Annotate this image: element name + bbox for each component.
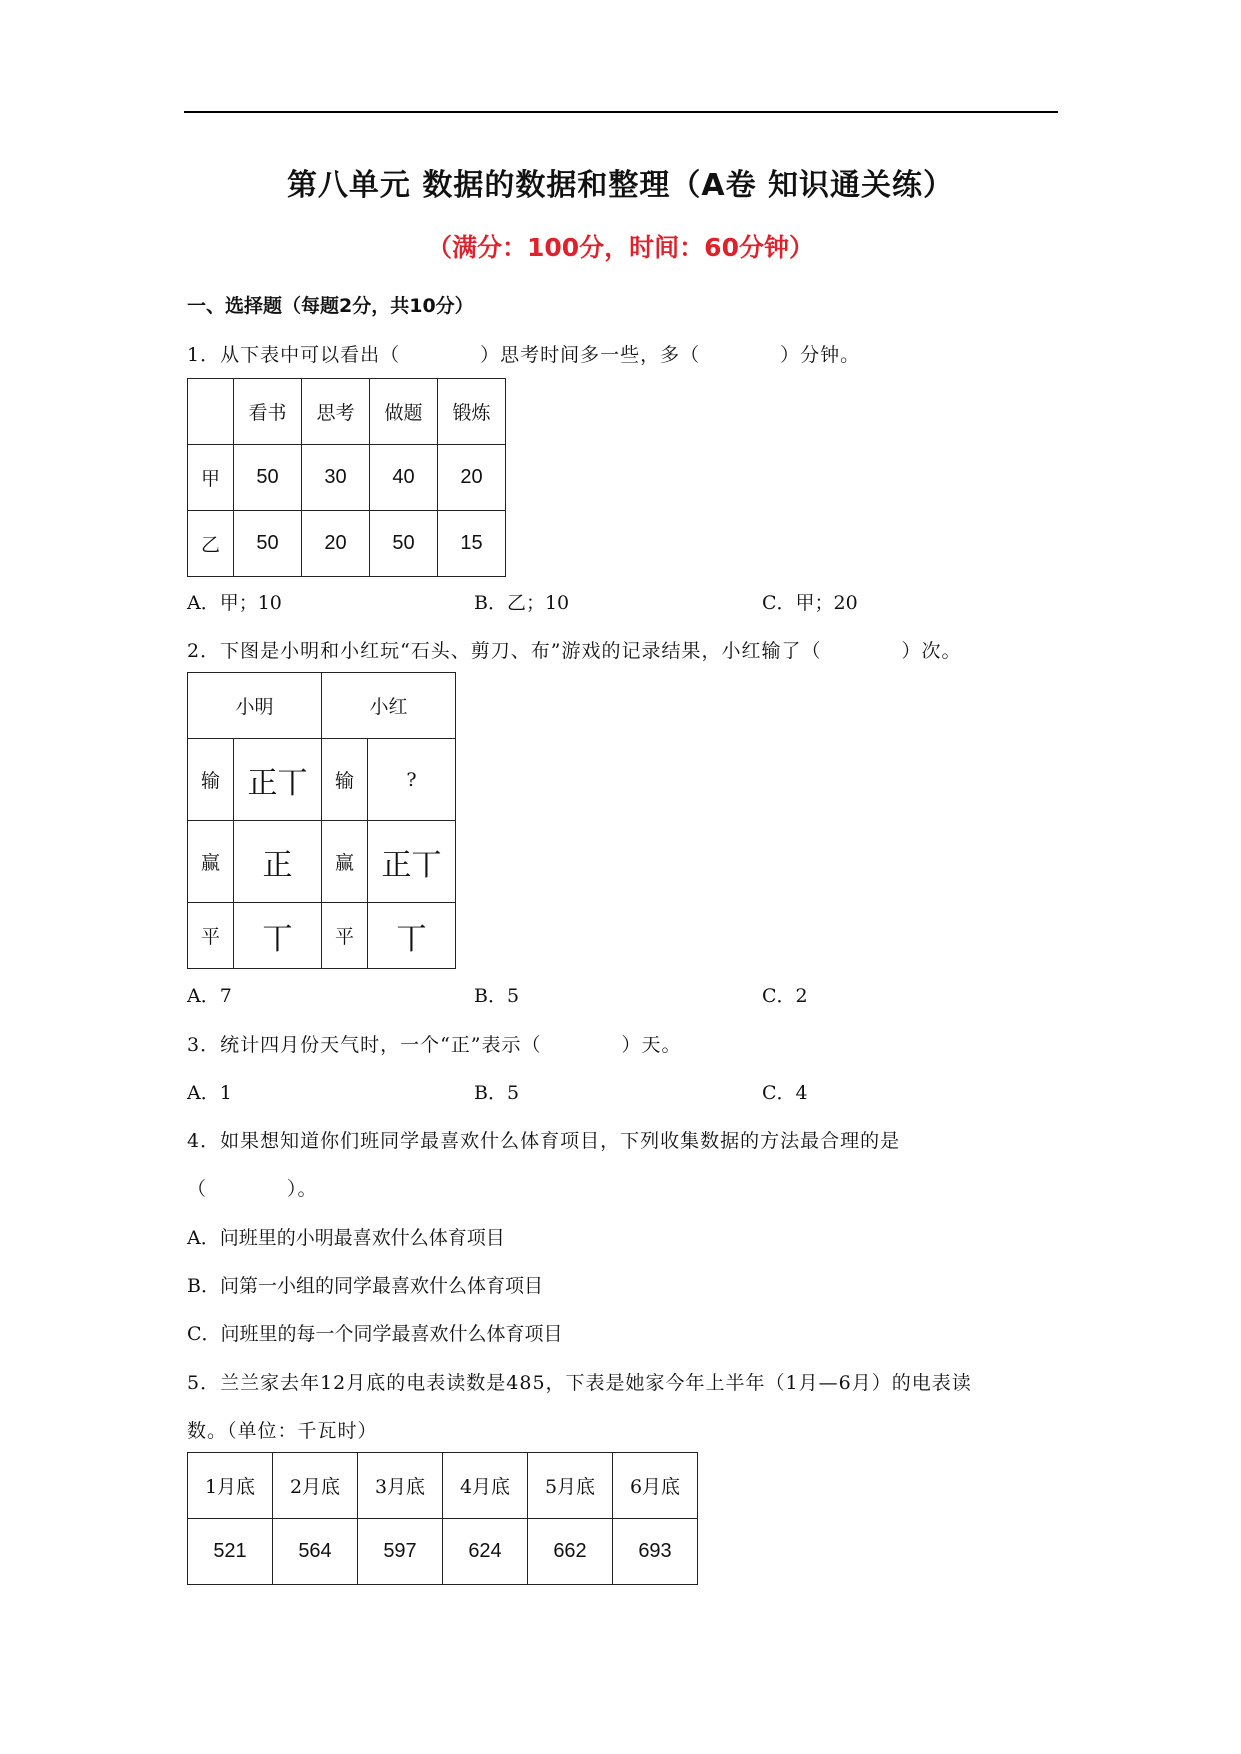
question-5-unit: 数。（单位：千瓦时） [187,1420,378,1442]
question-4-text: 4．如果想知道你们班同学最喜欢什么体育项目，下列收集数据的方法最合理的是 [187,1130,901,1152]
table-cell: 平 [322,903,368,969]
table-cell: 小红 [322,673,456,739]
tally-cell: 正丅 [368,821,456,903]
question-5-text: 5．兰兰家去年12月底的电表读数是485，下表是她家今年上半年（1月—6月）的电表读 [187,1372,972,1394]
table-cell: 乙 [188,511,234,577]
table-row [188,739,456,821]
question-5-table [187,1452,698,1585]
table-cell: 597 [358,1519,443,1585]
table-cell: 662 [528,1519,613,1585]
table-row [188,445,506,511]
table-cell: 4月底 [443,1453,528,1519]
q2-option-c[interactable]: C．2 [762,985,808,1007]
q2-option-b[interactable]: B．5 [474,985,520,1007]
table-cell: 1月底 [188,1453,273,1519]
question-3-text: 3．统计四月份天气时，一个“正”表示（ ）天。 [187,1034,682,1056]
table-cell: 6月底 [613,1453,698,1519]
question-1-text: 1．从下表中可以看出（ ）思考时间多一些，多（ ）分钟。 [187,344,861,366]
table-cell: 思考 [302,379,370,445]
table-cell: 输 [188,739,234,821]
question-2-text: 2．下图是小明和小红玩“石头、剪刀、布”游戏的记录结果，小红输了（ ）次。 [187,640,962,662]
table-cell: 甲 [188,445,234,511]
table-row [188,821,456,903]
section-heading: 一、选择题（每题2分，共10分） [187,295,474,317]
q4-option-c[interactable]: C．问班里的每一个同学最喜欢什么体育项目 [187,1323,563,1345]
table-cell: 赢 [322,821,368,903]
q3-option-c[interactable]: C．4 [762,1082,808,1104]
table-cell: 5月底 [528,1453,613,1519]
tally-cell: 丅 [368,903,456,969]
table-cell: 40 [370,445,438,511]
table-cell: 看书 [234,379,302,445]
q3-option-b[interactable]: B．5 [474,1082,520,1104]
table-cell: 赢 [188,821,234,903]
q4-option-a[interactable]: A．问班里的小明最喜欢什么体育项目 [187,1227,505,1249]
table-cell: 564 [273,1519,358,1585]
table-cell: 2月底 [273,1453,358,1519]
table-cell: 3月底 [358,1453,443,1519]
table-cell [188,379,234,445]
table-cell: 20 [302,511,370,577]
q3-option-a[interactable]: A．1 [187,1082,232,1104]
table-cell: ? [368,739,456,821]
question-1-table [187,378,506,577]
q4-option-b[interactable]: B．问第一小组的同学最喜欢什么体育项目 [187,1275,543,1297]
table-cell: 624 [443,1519,528,1585]
question-4-blank: （ ）。 [187,1178,318,1200]
table-cell: 521 [188,1519,273,1585]
page-subtitle: （满分：100分，时间：60分钟） [427,233,814,262]
question-2-table [187,672,456,969]
table-cell: 小明 [188,673,322,739]
table-row [188,1519,698,1585]
table-row [188,903,456,969]
table-cell: 输 [322,739,368,821]
table-cell: 50 [234,445,302,511]
table-cell: 做题 [370,379,438,445]
page-title: 第八单元 数据的数据和整理（A卷 知识通关练） [286,168,955,203]
table-cell: 锻炼 [438,379,506,445]
table-cell: 50 [234,511,302,577]
q1-option-b[interactable]: B．乙；10 [474,592,570,614]
table-cell: 30 [302,445,370,511]
table-cell: 693 [613,1519,698,1585]
table-cell: 20 [438,445,506,511]
q1-option-a[interactable]: A．甲；10 [187,592,282,614]
top-rule [184,111,1058,113]
table-cell: 平 [188,903,234,969]
tally-cell: 正丅 [234,739,322,821]
q2-option-a[interactable]: A．7 [187,985,232,1007]
tally-cell: 正 [234,821,322,903]
table-cell: 50 [370,511,438,577]
table-cell: 15 [438,511,506,577]
tally-cell: 丅 [234,903,322,969]
table-row [188,511,506,577]
q1-option-c[interactable]: C．甲；20 [762,592,858,614]
